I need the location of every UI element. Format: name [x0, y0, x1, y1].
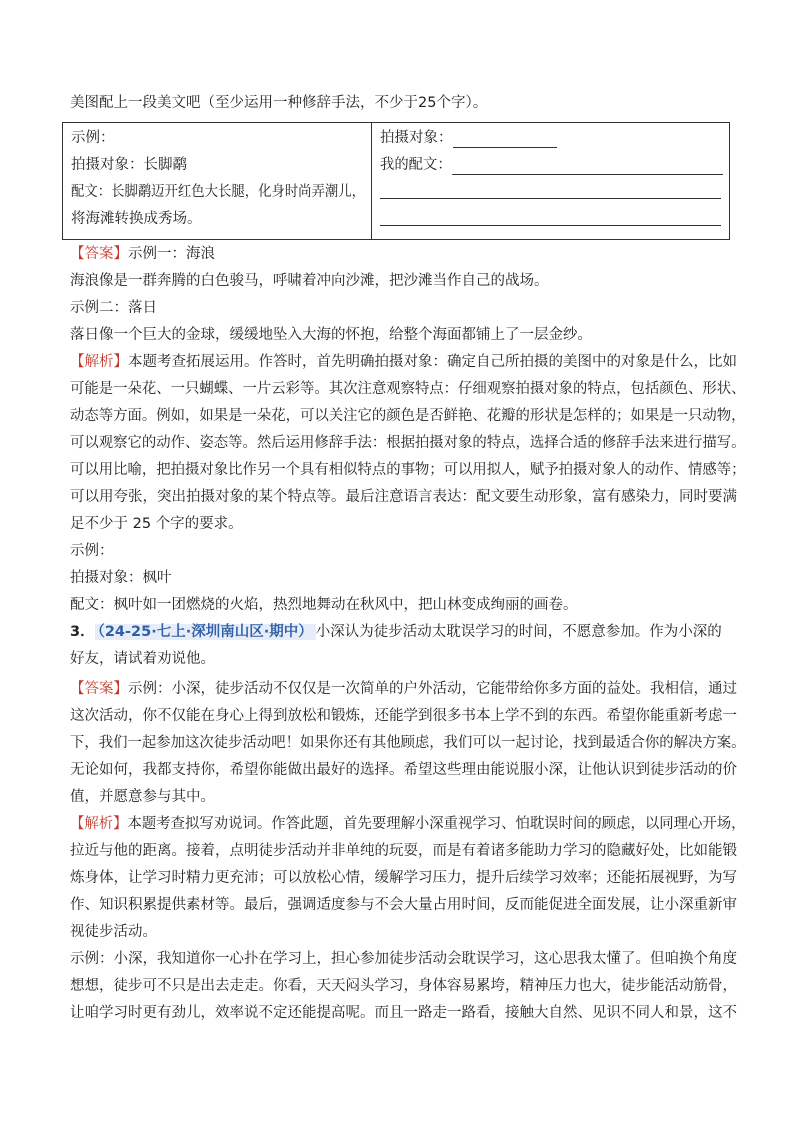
analysis3-line: 拉近与他的距离。接着，点明徒步活动并非单纯的玩耍，而是有着诸多能助力学习的隐藏好处，比如能锻: [70, 843, 737, 859]
analysis1-line: 可以观察它的动作、姿态等。然后运用修辞手法：根据拍摄对象的特点，选择合适的修辞手法来进行描写。: [70, 435, 746, 451]
answer-cell: [372, 123, 730, 240]
answer3-line: 无论如何，我都支持你，希望你能做出最好的选择。希望这些理由能说服小深，让他认识到徒步活动的价: [70, 762, 737, 778]
analysis-tag: 【解析】: [70, 354, 128, 370]
caption-label: 我的配文：: [380, 157, 452, 173]
answer1-line: 海浪像是一群奔腾的白色骏马，呼啸着冲向沙滩，把沙滩当作自己的战场。: [70, 273, 549, 289]
analysis3-line: 炼身体，让学习时精力更充沛；可以放松心情，缓解学习压力，提升后续学习效率；还能拓展视野，为写: [70, 870, 737, 886]
question-source: （24-25·七上·深圳南山区·期中）: [95, 624, 316, 640]
answer-tag: 【答案】: [70, 681, 128, 697]
example-caption-cont: 将海滩转换成秀场。: [71, 211, 202, 227]
analysis3-line: 示例：小深，我知道你一心扑在学习上，担心参加徒步活动会耽误学习，这心思我太懂了。但咱换个角度: [70, 951, 737, 967]
answer3-line: 这次活动，你不仅能在身心上得到放松和锻炼，还能学到很多书本上学不到的东西。希望你能重新考虑一: [70, 708, 737, 724]
caption-field[interactable]: [380, 155, 723, 175]
example-object: 拍摄对象：长脚鹬: [71, 157, 187, 173]
caption-blank-2: [380, 198, 721, 199]
object-blank: [453, 133, 557, 148]
analysis1-line: 拍摄对象：枫叶: [70, 570, 172, 586]
intro-text: 美图配上一段美文吧（至少运用一种修辞手法，不少于25个字）。: [70, 95, 488, 111]
example-label: 示例：: [71, 130, 115, 146]
answer3-first: 【答案】示例：小深，徒步活动不仅仅是一次简单的户外活动，它能带给你多方面的益处。我相信，通过: [70, 681, 737, 697]
answer3-line: 下，我们一起参加这次徒步活动吧！如果你还有其他顾虑，我们可以一起讨论，找到最适合你的解决方案。: [70, 735, 746, 751]
analysis-tag: 【解析】: [70, 816, 128, 832]
question-3: 3． （24-25·七上·深圳南山区·期中） 小深认为徒步活动太耽误学习的时间，不愿意参加。作为小深的: [70, 624, 722, 640]
analysis1-line: 足不少于 25 个字的要求。: [70, 516, 243, 532]
answer1-line: 示例二：落日: [70, 300, 157, 316]
answer1-first: 【答案】示例一：海浪: [70, 246, 215, 262]
analysis1-line: 配文：枫叶如一团燃烧的火焰，热烈地舞动在秋风中，把山林变成绚丽的画卷。: [70, 597, 578, 613]
example-caption: 配文：长脚鹬迈开红色大长腿，化身时尚弄潮儿，: [71, 184, 365, 200]
answer1-line: 落日像一个巨大的金球，缓缓地坠入大海的怀抱，给整个海面都铺上了一层金纱。: [70, 327, 592, 343]
analysis1-line: 可以用比喻，把拍摄对象比作另一个具有相似特点的事物；可以用拟人，赋予拍摄对象人的动作、情感等；: [70, 462, 746, 478]
caption-blank-3: [380, 225, 721, 226]
example-table: [62, 122, 730, 240]
analysis1-line: 示例：: [70, 543, 114, 559]
analysis3-line: 视徒步活动。: [70, 924, 157, 940]
answer3-line: 值，并愿意参与其中。: [70, 789, 215, 805]
answer-tag: 【答案】: [70, 246, 128, 262]
object-label: 拍摄对象：: [380, 130, 453, 146]
object-field[interactable]: [380, 128, 557, 148]
question-number: 3．: [70, 624, 95, 640]
analysis1-line: 可能是一朵花、一只蝴蝶、一片云彩等。其次注意观察特点：仔细观察拍摄对象的特点，包括颜色、形状、: [70, 381, 746, 397]
analysis3-line: 想想，徒步可不只是出去走走。你看，天天闷头学习，身体容易累垮，精神压力也大，徒步能活动筋骨，: [70, 978, 737, 994]
analysis1-line: 可以用夸张，突出拍摄对象的某个特点等。最后注意语言表达：配文要生动形象，富有感染力，同时要满: [70, 489, 737, 505]
caption-blank-1: [452, 160, 723, 175]
analysis3-first: 【解析】本题考查拟写劝说词。作答此题，首先要理解小深重视学习、怕耽误时间的顾虑，以同理心开场，: [70, 816, 746, 832]
analysis1-line: 动态等方面。例如，如果是一朵花，可以关注它的颜色是否鲜艳、花瓣的形状是怎样的；如果是一只动物，: [70, 408, 746, 424]
example-cell: [63, 123, 372, 240]
question-3-cont: 好友，请试着劝说他。: [70, 651, 215, 667]
analysis3-line: 作、知识积累提供素材等。最后，强调适度参与不会大量占用时间，反而能促进全面发展，让小深重新审: [70, 897, 737, 913]
analysis1-first: 【解析】本题考查拓展运用。作答时，首先明确拍摄对象：确定自己所拍摄的美图中的对象是什么，比如: [70, 354, 737, 370]
analysis3-line: 让咱学习时更有劲儿，效率说不定还能提高呢。而且一路走一路看，接触大自然、见识不同人和景，这不: [70, 1005, 737, 1021]
